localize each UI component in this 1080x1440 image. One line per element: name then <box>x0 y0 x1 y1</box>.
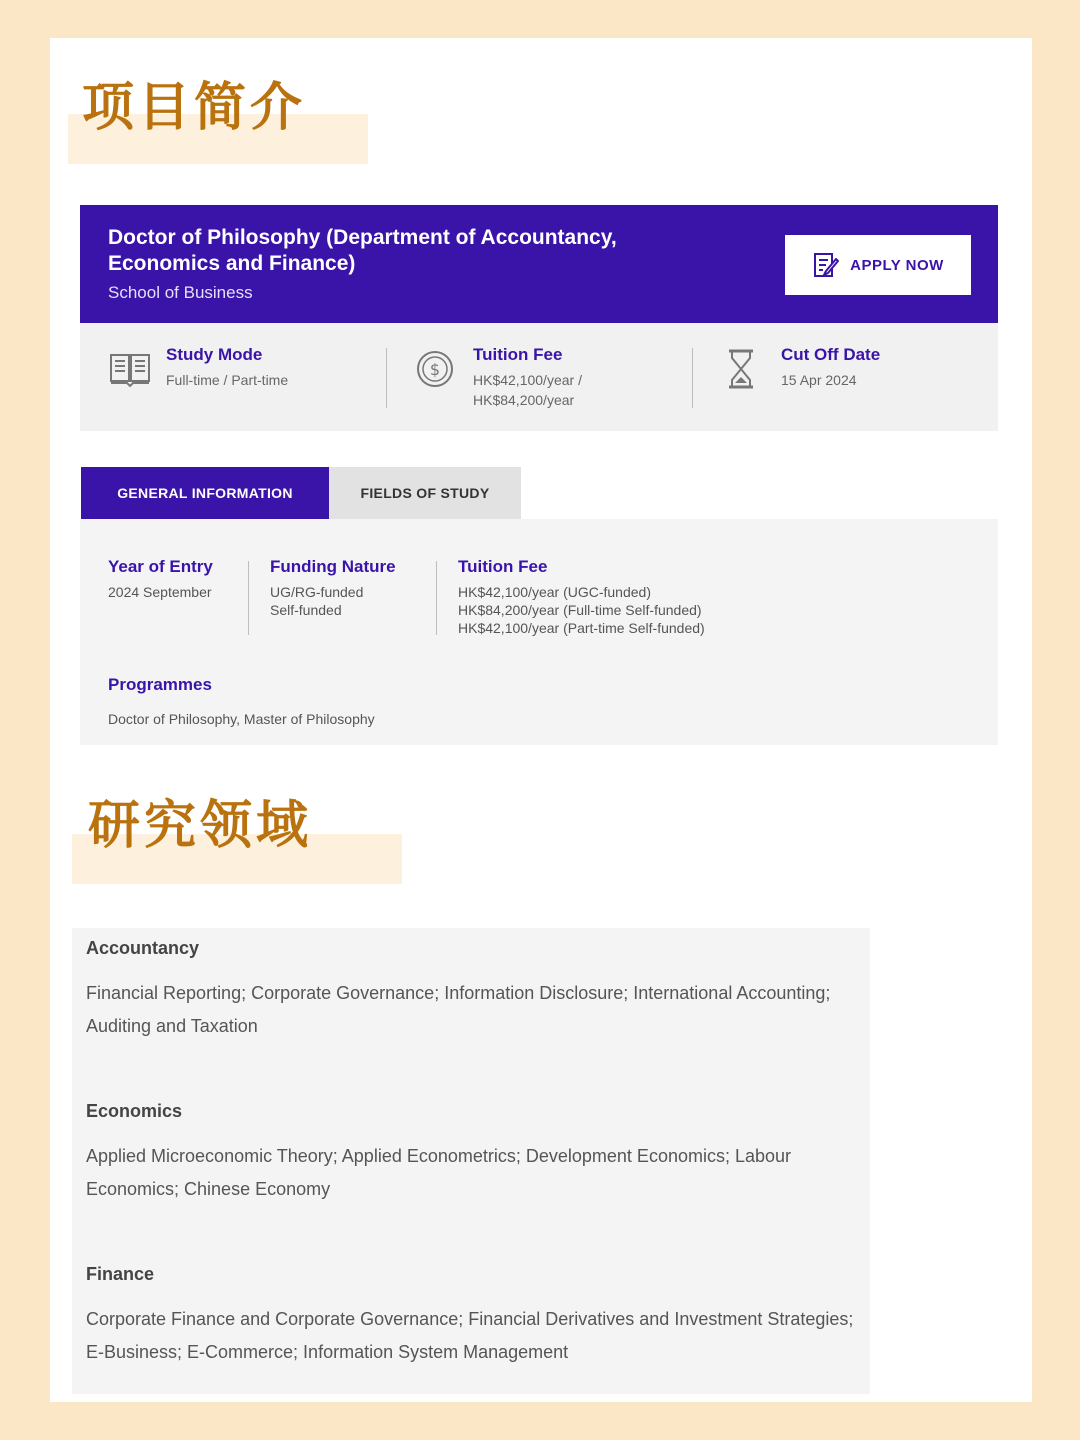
divider <box>436 561 437 635</box>
tab-general-information[interactable]: GENERAL INFORMATION <box>81 467 329 519</box>
info-value: 2024 September <box>108 584 212 600</box>
stats-bar <box>80 323 998 431</box>
hourglass-icon <box>723 347 767 391</box>
stat-label: Cut Off Date <box>781 345 881 364</box>
field-accountancy <box>86 938 856 1043</box>
apply-now-label: APPLY NOW <box>850 256 944 274</box>
tab-fields-of-study[interactable]: FIELDS OF STUDY <box>329 467 521 519</box>
year-of-entry <box>108 557 213 601</box>
info-label: Funding Nature <box>270 557 396 576</box>
programme-banner <box>80 205 998 323</box>
info-label: Tuition Fee <box>458 557 548 576</box>
section-heading-research <box>72 796 402 884</box>
info-value-list <box>458 583 705 637</box>
svg-text:$: $ <box>429 360 441 379</box>
school-name: School of Business <box>108 283 253 302</box>
programmes-label: Programmes <box>108 675 212 694</box>
page-card <box>50 38 1032 1402</box>
section-heading-intro <box>68 78 368 164</box>
book-icon <box>108 347 152 391</box>
field-description: Applied Microeconomic Theory; Applied Econometrics; Development Economics; Labour Economics; Chinese Economy <box>86 1146 792 1199</box>
fee-item: HK$42,100/year (Part-time Self-funded) <box>458 620 705 636</box>
stat-value: Full-time / Part-time <box>166 372 289 388</box>
field-name: Accountancy <box>86 938 200 958</box>
fields-of-study-panel <box>72 928 870 1394</box>
fee-item: HK$84,200/year (Full-time Self-funded) <box>458 602 702 618</box>
heading-text: 研究领域 <box>88 796 313 856</box>
stat-value: 15 Apr 2024 <box>781 372 857 388</box>
field-finance <box>86 1264 856 1369</box>
heading-text: 项目简介 <box>82 78 307 138</box>
programmes-value: Doctor of Philosophy, Master of Philosophy <box>108 711 375 727</box>
stat-label: Tuition Fee <box>473 345 563 364</box>
field-name: Economics <box>86 1101 183 1121</box>
stat-value: HK$42,100/year / HK$84,200/year <box>473 372 582 408</box>
field-economics <box>86 1101 856 1206</box>
info-label: Year of Entry <box>108 557 213 576</box>
info-value-list <box>270 583 396 619</box>
divider <box>248 561 249 635</box>
funding-item: Self-funded <box>270 602 342 618</box>
divider <box>692 348 693 408</box>
field-description: Corporate Finance and Corporate Governance; Financial Derivatives and Investment Strategies; E-Business; E-Commerce; Information System Management <box>86 1309 854 1362</box>
funding-nature <box>270 557 396 619</box>
field-description: Financial Reporting; Corporate Governance; Information Disclosure; International Accounting; Auditing and Taxation <box>86 983 831 1036</box>
apply-now-button[interactable] <box>785 235 971 295</box>
fee-item: HK$42,100/year (UGC-funded) <box>458 584 651 600</box>
general-info-panel <box>80 519 998 745</box>
edit-form-icon <box>812 251 840 279</box>
programme-title: Doctor of Philosophy (Department of Accountancy, Economics and Finance) <box>108 226 617 275</box>
stat-label: Study Mode <box>166 345 263 364</box>
field-name: Finance <box>86 1264 155 1284</box>
tuition-fee-detail <box>458 557 705 637</box>
dollar-coin-icon <box>415 347 459 391</box>
funding-item: UG/RG-funded <box>270 584 364 600</box>
divider <box>386 348 387 408</box>
